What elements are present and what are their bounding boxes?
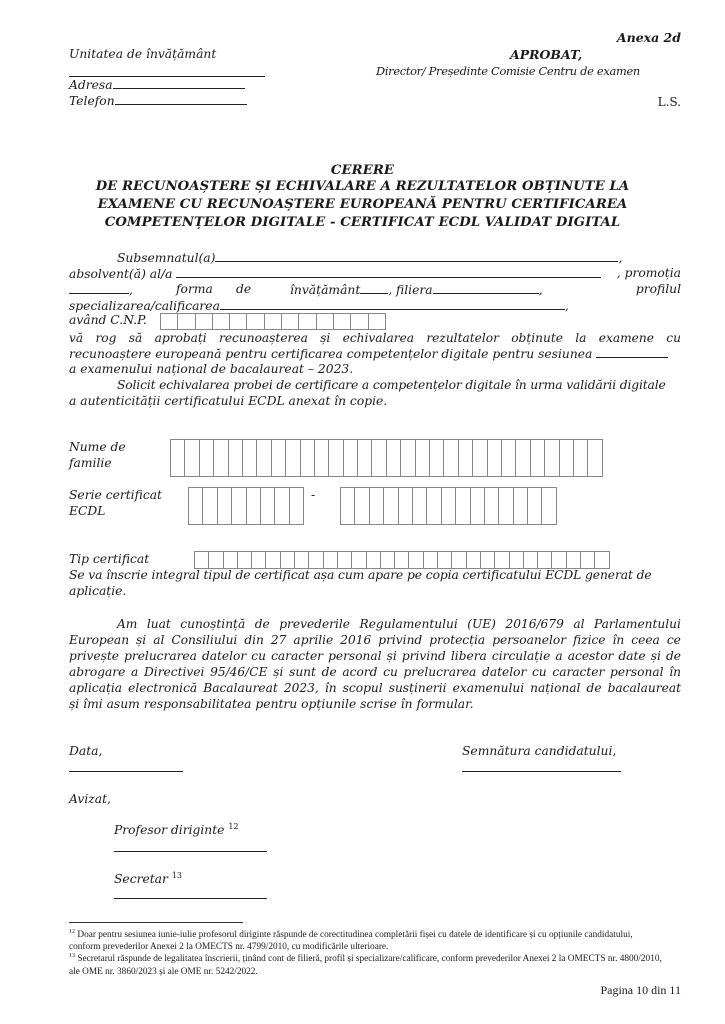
char-box[interactable]: [286, 440, 300, 476]
char-box[interactable]: [358, 440, 372, 476]
forma-blank[interactable]: [360, 282, 388, 294]
char-box[interactable]: [467, 552, 481, 568]
char-box[interactable]: [315, 440, 329, 476]
consent-line-5: aplicația electronică Bacalaureat 2023, în scopul susținerii examenului național de bacalaureat: [69, 681, 681, 695]
char-box[interactable]: [265, 314, 282, 329]
promotia-blank[interactable]: [69, 282, 129, 294]
char-box[interactable]: [516, 440, 530, 476]
char-box[interactable]: [290, 488, 304, 524]
char-box[interactable]: [189, 488, 203, 524]
family-name-label-2: familie: [69, 456, 112, 470]
char-box[interactable]: [424, 552, 438, 568]
type-input-boxes[interactable]: [194, 551, 610, 569]
char-box[interactable]: [257, 440, 271, 476]
char-box[interactable]: [224, 552, 238, 568]
request-line-3: a examenului național de bacalaureat – 2023.: [69, 362, 354, 376]
char-box[interactable]: [355, 488, 369, 524]
char-box[interactable]: [409, 552, 423, 568]
char-box[interactable]: [538, 552, 552, 568]
char-box[interactable]: [367, 552, 381, 568]
char-box[interactable]: [203, 488, 217, 524]
date-label: Data,: [69, 744, 103, 758]
char-box[interactable]: [370, 488, 384, 524]
char-box[interactable]: [442, 488, 456, 524]
char-box[interactable]: [232, 488, 246, 524]
char-box[interactable]: [324, 552, 338, 568]
phone-blank[interactable]: [115, 93, 247, 105]
char-box[interactable]: [395, 552, 409, 568]
candidate-signature-line[interactable]: [462, 771, 621, 772]
profilul-label: profilul: [635, 282, 681, 296]
char-box[interactable]: [581, 552, 595, 568]
char-box[interactable]: [456, 488, 470, 524]
char-box[interactable]: [528, 488, 542, 524]
char-box[interactable]: [351, 314, 368, 329]
solicit-line-2: a autenticității certificatului ECDL anexat în copie.: [69, 394, 388, 408]
teacher-label: Profesor diriginte: [114, 823, 225, 838]
char-box[interactable]: [430, 440, 444, 476]
specializarea-label: specializarea/calificarea: [69, 299, 220, 313]
char-box[interactable]: [560, 440, 574, 476]
absolvent-row: [69, 266, 681, 281]
footnote-13-line-2: ale OME nr. 3860/2023 și ale OME nr. 5242/2022.: [69, 967, 258, 977]
char-box[interactable]: [542, 488, 556, 524]
secretary-row: [114, 871, 182, 886]
char-box[interactable]: [196, 314, 213, 329]
approver-role: Director/ Președinte Comisie Centru de examen: [376, 64, 640, 78]
char-box[interactable]: [352, 552, 366, 568]
char-box[interactable]: [230, 314, 247, 329]
secretary-footnote-ref[interactable]: 13: [171, 871, 182, 880]
approved-label: APROBAT,: [510, 47, 583, 62]
family-name-input-boxes[interactable]: [170, 439, 603, 477]
char-box[interactable]: [531, 440, 545, 476]
char-box[interactable]: [301, 440, 315, 476]
candidate-signature-label: Semnătura candidatului,: [462, 744, 617, 758]
series-label-1: Serie certificat: [69, 488, 162, 502]
char-box[interactable]: [214, 440, 228, 476]
char-box[interactable]: [452, 552, 466, 568]
char-box[interactable]: [427, 488, 441, 524]
footnote-13-ref: 13: [69, 953, 76, 959]
cnp-input-boxes[interactable]: [160, 313, 386, 330]
char-box[interactable]: [481, 552, 495, 568]
char-box[interactable]: [272, 440, 286, 476]
stamp-label: L.S.: [657, 95, 681, 109]
char-box[interactable]: [514, 488, 528, 524]
char-box[interactable]: [281, 552, 295, 568]
series-part-b-input-boxes[interactable]: [340, 487, 557, 525]
char-box[interactable]: [195, 552, 209, 568]
char-box[interactable]: [399, 488, 413, 524]
char-box[interactable]: [252, 552, 266, 568]
title-line-2: DE RECUNOAȘTERE ȘI ECHIVALARE A REZULTATELOR OBȚINUTE LA: [95, 179, 630, 194]
teacher-footnote-ref[interactable]: 12: [228, 822, 239, 831]
filiera-label: filiera: [396, 283, 433, 297]
secretary-label: Secretar: [114, 872, 168, 887]
char-box[interactable]: [329, 440, 343, 476]
char-box[interactable]: [473, 440, 487, 476]
subsemnatul-label: Subsemnatul(a): [117, 251, 216, 265]
char-box[interactable]: [499, 488, 513, 524]
char-box[interactable]: [238, 552, 252, 568]
char-box[interactable]: [545, 440, 559, 476]
address-field: [69, 77, 245, 92]
forma-label: forma: [176, 282, 213, 296]
char-box[interactable]: [334, 314, 351, 329]
footnote-12-line-1: $^{12}$ Doar pentru sesiunea iunie-iulie profesorul diriginte răspunde de corectitudinea completării fișei cu datele de identificare și cu opțiunile candidatului,: [69, 929, 633, 941]
char-box[interactable]: [459, 440, 473, 476]
name-blank[interactable]: [215, 250, 618, 262]
title-line-1: CERERE: [330, 163, 395, 178]
invatamant-label: învățământ: [290, 283, 361, 297]
consent-line-3: privește prelucrarea datelor cu caracter personal și privind libera circulație a acestor date și de: [69, 649, 681, 663]
page-number: Pagina 10 din 11: [600, 983, 681, 997]
school-graduated-blank[interactable]: [176, 266, 601, 278]
char-box[interactable]: [444, 440, 458, 476]
filiera-blank[interactable]: [433, 282, 539, 294]
char-box[interactable]: [341, 488, 355, 524]
char-box[interactable]: [372, 440, 386, 476]
title-line-4: COMPETENȚELOR DIGITALE - CERTIFICAT ECDL VALIDAT DIGITAL: [104, 215, 621, 230]
request-line-1: vă rog să aprobați recunoașterea și echivalarea rezultatelor obținute la examene cu: [69, 331, 681, 345]
series-label-2: ECDL: [69, 504, 106, 518]
secretary-signature-line[interactable]: [114, 898, 267, 899]
de-label: de: [236, 282, 252, 296]
footnote-separator: [69, 922, 243, 923]
consent-line-4: abrogare a Directivei 95/46/CE și sunt de acord cu prelucrarea datelor cu caracter personal în: [69, 665, 681, 679]
char-box[interactable]: [438, 552, 452, 568]
char-box[interactable]: [387, 440, 401, 476]
char-box[interactable]: [413, 488, 427, 524]
char-box[interactable]: [567, 552, 581, 568]
series-separator: -: [311, 488, 316, 502]
char-box[interactable]: [243, 440, 257, 476]
phone-field: [69, 93, 247, 108]
annex-label: Anexa 2d: [616, 30, 681, 45]
solicit-line-1: Solicit echivalarea probei de certificare a competențelor digitale în urma validării digitale: [117, 378, 666, 392]
footnote-12-line-2: conform prevederilor Anexei 2 la OMECTS nr. 4799/2010, cu modificările ulterioare.: [69, 942, 389, 952]
date-signature-line[interactable]: [69, 771, 183, 772]
type-note-line-1: Se va înscrie integral tipul de certificat așa cum apare pe copia certificatului ECDL generat de: [69, 568, 652, 582]
phone-label: Telefon: [69, 94, 115, 108]
char-box[interactable]: [401, 440, 415, 476]
char-box[interactable]: [209, 552, 223, 568]
char-box[interactable]: [178, 314, 195, 329]
char-box[interactable]: [218, 488, 232, 524]
char-box[interactable]: [185, 440, 199, 476]
char-box[interactable]: [384, 488, 398, 524]
char-box[interactable]: [369, 314, 386, 329]
school-label: Unitatea de învățământ: [69, 47, 217, 61]
char-box[interactable]: [588, 440, 602, 476]
char-box[interactable]: [309, 552, 323, 568]
char-box[interactable]: [247, 314, 264, 329]
char-box[interactable]: [381, 552, 395, 568]
consent-line-1: Am luat cunoștință de prevederile Regulamentului (UE) 2016/679 al Parlamentului: [117, 617, 681, 631]
char-box[interactable]: [247, 488, 261, 524]
cnp-label: având C.N.P.: [69, 313, 147, 327]
specializarea-row: specializarea/calificarea ,: [69, 299, 569, 313]
char-box[interactable]: [295, 552, 309, 568]
promotia-label: , promoția: [616, 266, 681, 280]
char-box[interactable]: [595, 552, 609, 568]
char-box[interactable]: [229, 440, 243, 476]
teacher-signature-line[interactable]: [114, 851, 267, 852]
char-box[interactable]: [161, 314, 178, 329]
series-part-a-input-boxes[interactable]: [188, 487, 304, 525]
type-note-line-2: aplicație.: [69, 584, 127, 598]
char-box[interactable]: [317, 314, 334, 329]
char-box[interactable]: [266, 552, 280, 568]
subsemnatul-row: Subsemnatul(a) ,: [117, 251, 623, 265]
absolvent-label: absolvent(ă) al/a: [69, 267, 173, 281]
consent-line-6: și îmi asum responsabilitatea pentru opțiunile scrise în formular.: [69, 697, 474, 711]
request-line-2: recunoaștere europeană pentru certificarea competențelor digitale pentru sesiunea: [69, 346, 668, 361]
char-box[interactable]: [510, 552, 524, 568]
char-box[interactable]: [495, 552, 509, 568]
char-box[interactable]: [502, 440, 516, 476]
char-box[interactable]: [171, 440, 185, 476]
char-box[interactable]: [213, 314, 230, 329]
footnote-13-line-1: $^{13}$ Secretarul răspunde de legalitatea înscrierii, ținând cont de filieră, profil și specializare/calificare, conform prevederilor Anexei 2 la OMECTS nr. 4800/2010,: [69, 953, 662, 965]
family-name-label-1: Nume de: [69, 440, 126, 454]
char-box[interactable]: [485, 488, 499, 524]
char-box[interactable]: [416, 440, 430, 476]
footnote-12-ref: 12: [69, 929, 76, 935]
specializarea-blank[interactable]: [220, 298, 565, 310]
char-box[interactable]: [344, 440, 358, 476]
address-blank[interactable]: [113, 77, 245, 89]
forma-row: , forma de învățământ , filiera , profilul: [69, 282, 681, 297]
char-box[interactable]: [471, 488, 485, 524]
title-line-3: EXAMENE CU RECUNOAȘTERE EUROPEANĂ PENTRU CERTIFICAREA: [97, 197, 628, 212]
char-box[interactable]: [275, 488, 289, 524]
char-box[interactable]: [261, 488, 275, 524]
session-blank[interactable]: [596, 346, 668, 358]
char-box[interactable]: [200, 440, 214, 476]
char-box[interactable]: [282, 314, 299, 329]
consent-line-2: European și al Consiliului din 27 aprilie 2016 privind protecția persoanelor fizice în ceea ce: [69, 633, 681, 647]
char-box[interactable]: [488, 440, 502, 476]
address-label: Adresa: [69, 78, 113, 92]
char-box[interactable]: [338, 552, 352, 568]
char-box[interactable]: [524, 552, 538, 568]
type-label: Tip certificat: [69, 552, 150, 566]
char-box[interactable]: [299, 314, 316, 329]
char-box[interactable]: [552, 552, 566, 568]
teacher-row: [114, 822, 239, 837]
char-box[interactable]: [574, 440, 588, 476]
endorsed-label: Avizat,: [69, 792, 111, 806]
